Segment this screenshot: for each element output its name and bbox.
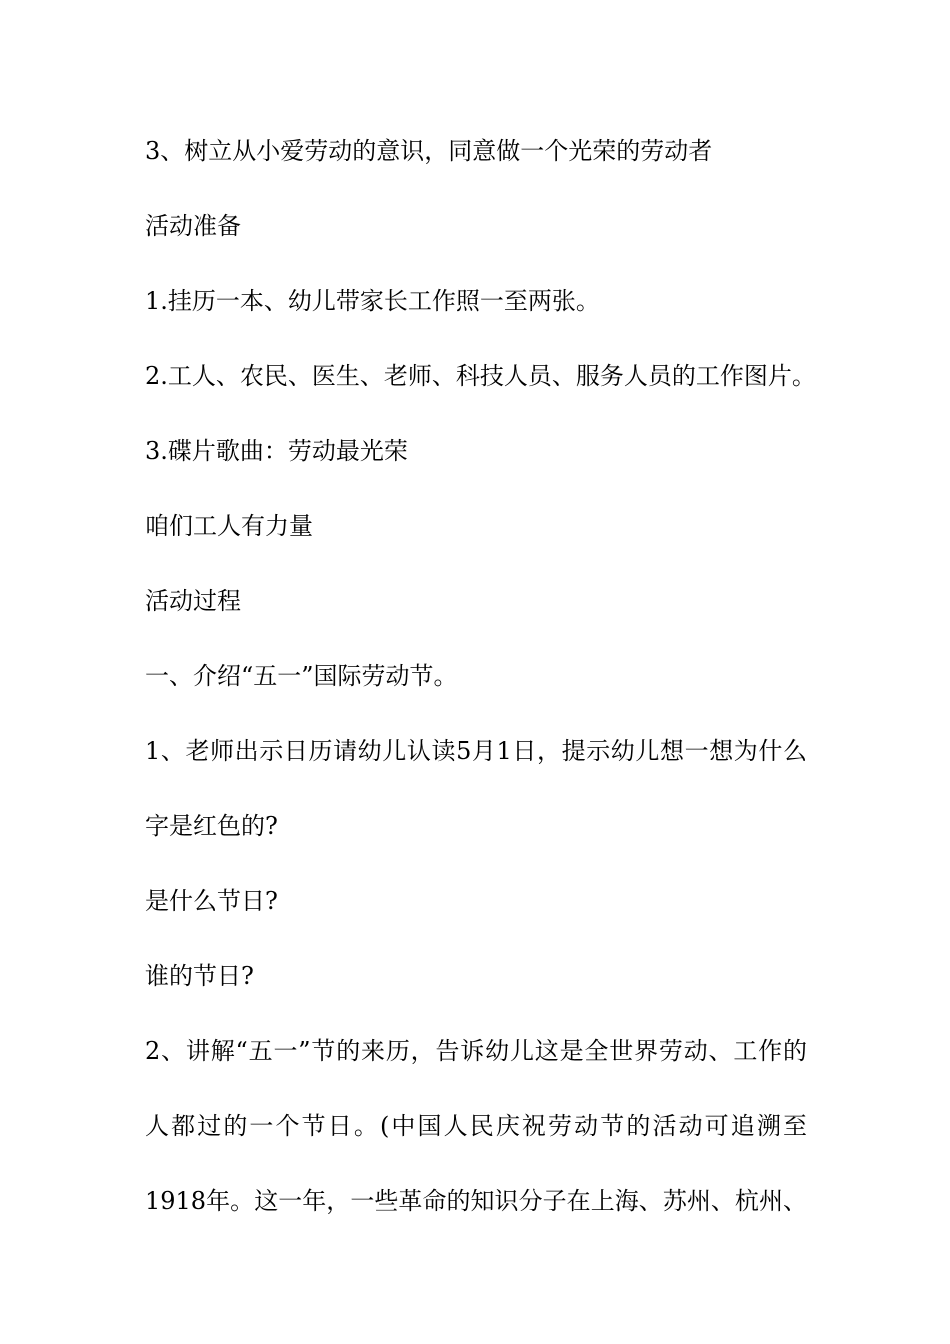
process-paragraph-2-line-3: 1918年。这一年，一些革命的知识分子在上海、苏州、杭州、 bbox=[145, 1187, 807, 1215]
preparation-item-3: 3.碟片歌曲：劳动最光荣 bbox=[145, 437, 408, 465]
process-paragraph-2-line-1: 2、讲解“五一”节的来历，告诉幼儿这是全世界劳动、工作的 bbox=[145, 1037, 807, 1065]
song-title-line: 咱们工人有力量 bbox=[145, 512, 313, 540]
preparation-item-2: 2.工人、农民、医生、老师、科技人员、服务人员的工作图片。 bbox=[145, 362, 816, 390]
section-heading-process: 活动过程 bbox=[145, 587, 241, 615]
section-heading-preparation: 活动准备 bbox=[145, 212, 241, 240]
question-line-holiday: 是什么节日? bbox=[145, 887, 278, 915]
process-step-1-heading: 一、介绍“五一”国际劳动节。 bbox=[145, 662, 458, 690]
process-paragraph-1-line-2: 字是红色的? bbox=[145, 812, 278, 840]
question-line-whose: 谁的节日? bbox=[145, 962, 254, 990]
preparation-item-1: 1.挂历一本、幼儿带家长工作照一至两张。 bbox=[145, 287, 600, 315]
objective-3-line: 3、树立从小爱劳动的意识，同意做一个光荣的劳动者 bbox=[145, 137, 713, 165]
process-paragraph-2-line-2: 人都过的一个节日。(中国人民庆祝劳动节的活动可追溯至 bbox=[145, 1112, 807, 1140]
process-paragraph-1-line-1: 1、老师出示日历请幼儿认读5月1日，提示幼儿想一想为什么 bbox=[145, 737, 807, 765]
